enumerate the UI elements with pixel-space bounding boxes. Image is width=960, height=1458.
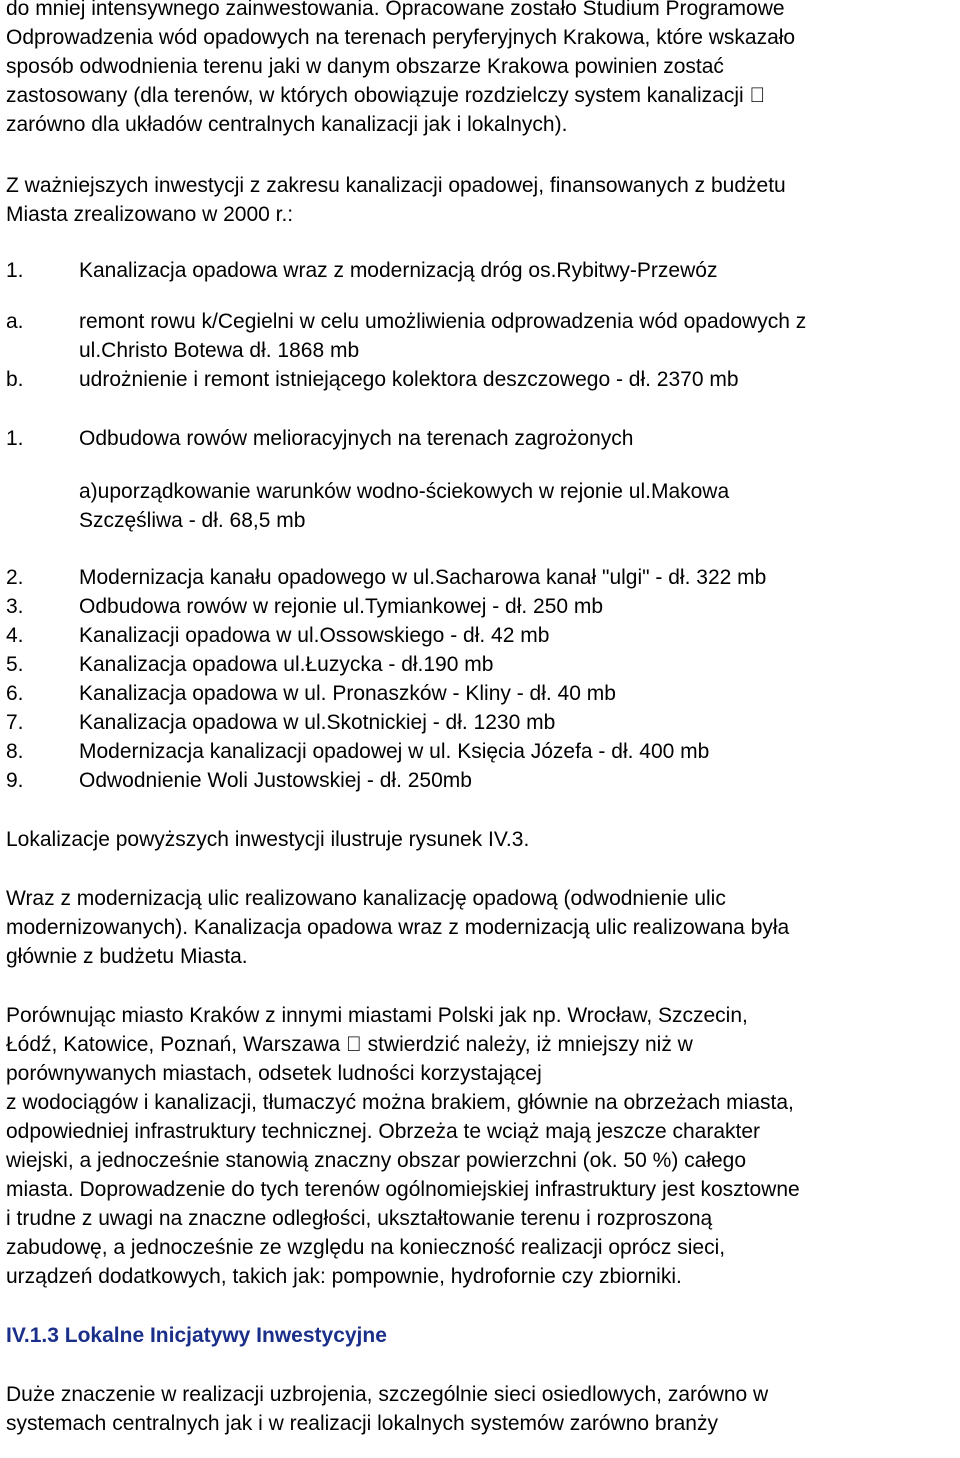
list-item-letter: b. (6, 368, 24, 391)
intro-line: Odprowadzenia wód opadowych na terenach peryferyjnych Krakowa, które wskazało (6, 26, 796, 49)
modernization-line: Wraz z modernizacją ulic realizowano kanalizację opadową (odwodnienie ulic (6, 887, 726, 910)
list-item-text: Kanalizacja opadowa ul.Łuzycka - dł.190 mb (79, 653, 494, 676)
list-item (6, 737, 954, 766)
list-item-number: 8. (6, 740, 24, 763)
list-item (6, 424, 954, 453)
list-item (6, 592, 954, 621)
list-item-number: 7. (6, 711, 24, 734)
comparison-line: Porównując miasto Kraków z innymi miastami Polski jak np. Wrocław, Szczecin, (6, 1004, 748, 1027)
comparison-line: odpowiedniej infrastruktury technicznej. Obrzeża te wciąż mają jeszcze charakter (6, 1120, 761, 1143)
comparison-paragraph (6, 1001, 954, 1291)
list-item (6, 307, 954, 365)
closing-line: systemach centralnych jak i w realizacji lokalnych systemów zarówno branży (6, 1412, 718, 1435)
list-item (6, 563, 954, 592)
list-item-text: udrożnienie i remont istniejącego kolektora deszczowego - dł. 2370 mb (79, 368, 739, 391)
intro-line: do mniej intensywnego zainwestowania. Opracowane zostało Studium Programowe (6, 0, 785, 20)
closing-line: Duże znaczenie w realizacji uzbrojenia, szczególnie sieci osiedlowych, zarówno w (6, 1383, 769, 1406)
localization-paragraph (6, 825, 954, 854)
intro-line: zarówno dla układów centralnych kanalizacji jak i lokalnych). (6, 113, 568, 136)
closing-paragraph (6, 1380, 954, 1438)
localization-line: Lokalizacje powyższych inwestycji ilustruje rysunek IV.3. (6, 828, 530, 851)
comparison-line: porównywanych miastach, odsetek ludności korzystającej (6, 1062, 542, 1085)
investments-intro-line: Z ważniejszych inwestycji z zakresu kanalizacji opadowej, finansowanych z budżetu (6, 174, 786, 197)
intro-line: sposób odwodnienia terenu jaki w danym obszarze Krakowa powinien zostać (6, 55, 724, 78)
list-item (6, 650, 954, 679)
list-item (6, 621, 954, 650)
list-item-text: Modernizacja kanału opadowego w ul.Sacharowa kanał "ulgi" - dł. 322 mb (79, 566, 767, 589)
modernization-line: głównie z budżetu Miasta. (6, 945, 248, 968)
list-item-text-continuation: ul.Christo Botewa dł. 1868 mb (79, 339, 360, 362)
modernization-line: modernizowanych). Kanalizacja opadowa wraz z modernizacją ulic realizowana była (6, 916, 790, 939)
list-item-number: 6. (6, 682, 24, 705)
comparison-line: wiejski, a jednocześnie stanowią znaczny obszar powierzchni (ok. 50 %) całego (6, 1149, 747, 1172)
comparison-line: zabudowę, a jednocześnie ze względu na konieczność realizacji oprócz sieci, (6, 1236, 726, 1259)
list-subitem-text: a)uporządkowanie warunków wodno-ściekowych w rejonie ul.Makowa (79, 480, 730, 503)
intro-line: zastosowany (dla terenów, w których obowiązuje rozdzielczy system kanalizacji (6, 84, 744, 107)
list-item-number: 9. (6, 769, 24, 792)
intro-paragraph (6, 0, 954, 139)
list-item-number: 4. (6, 624, 24, 647)
list-item-number: 1. (6, 427, 24, 450)
list-item-text: Kanalizacji opadowa w ul.Ossowskiego - dł. 42 mb (79, 624, 550, 647)
comparison-line: urządzeń dodatkowych, takich jak: pompownie, hydrofornie czy zbiorniki. (6, 1265, 682, 1288)
list-item (6, 365, 954, 394)
comparison-line: miasta. Doprowadzenie do tych terenów ogólnomiejskiej infrastruktury jest kosztowne (6, 1178, 800, 1201)
comparison-line: z wodociągów i kanalizacji, tłumaczyć można brakiem, głównie na obrzeżach miasta, (6, 1091, 794, 1114)
investments-intro-line: Miasta zrealizowano w 2000 r.: (6, 203, 294, 226)
section-heading (6, 1321, 954, 1350)
modernization-paragraph (6, 884, 954, 971)
comparison-line: Łódź, Katowice, Poznań, Warszawa stwierdzić należy, iż mniejszy niż w (6, 1033, 672, 1056)
list-subitem (6, 477, 954, 535)
list-item (6, 708, 954, 737)
list-item-number: 2. (6, 566, 24, 589)
list-item-text: remont rowu k/Cegielni w celu umożliwienia odprowadzenia wód opadowych z (79, 310, 807, 333)
list-item-text: Odbudowa rowów melioracyjnych na terenach zagrożonych (79, 427, 634, 450)
list-item-text: Odbudowa rowów w rejonie ul.Tymiankowej - dł. 250 mb (79, 595, 604, 618)
document-page (6, 0, 954, 1438)
investments-intro-paragraph (6, 171, 954, 229)
list-item-number: 3. (6, 595, 24, 618)
comparison-line: i trudne z uwagi na znaczne odległości, ukształtowanie terenu i rozproszoną (6, 1207, 713, 1230)
list-item-number: 5. (6, 653, 24, 676)
section-heading-text: IV.1.3 Lokalne Inicjatywy Inwestycyjne (6, 1324, 387, 1347)
list-item-text: Modernizacja kanalizacji opadowej w ul. Księcia Józefa - dł. 400 mb (79, 740, 710, 763)
list-item-number: 1. (6, 259, 24, 282)
list-item-text: Odwodnienie Woli Justowskiej - dł. 250mb (79, 769, 472, 792)
list-item-text: Kanalizacja opadowa w ul. Pronaszków - Kliny - dł. 40 mb (79, 682, 616, 705)
list-subitem-text-continuation: Szczęśliwa - dł. 68,5 mb (79, 509, 306, 532)
list-item (6, 256, 954, 285)
list-item-letter: a. (6, 310, 24, 333)
list-item (6, 766, 954, 795)
list-item-text: Kanalizacja opadowa w ul.Skotnickiej - dł. 1230 mb (79, 711, 556, 734)
list-item (6, 679, 954, 708)
list-item-text: Kanalizacja opadowa wraz z modernizacją dróg os.Rybitwy-Przewóz (79, 259, 718, 282)
